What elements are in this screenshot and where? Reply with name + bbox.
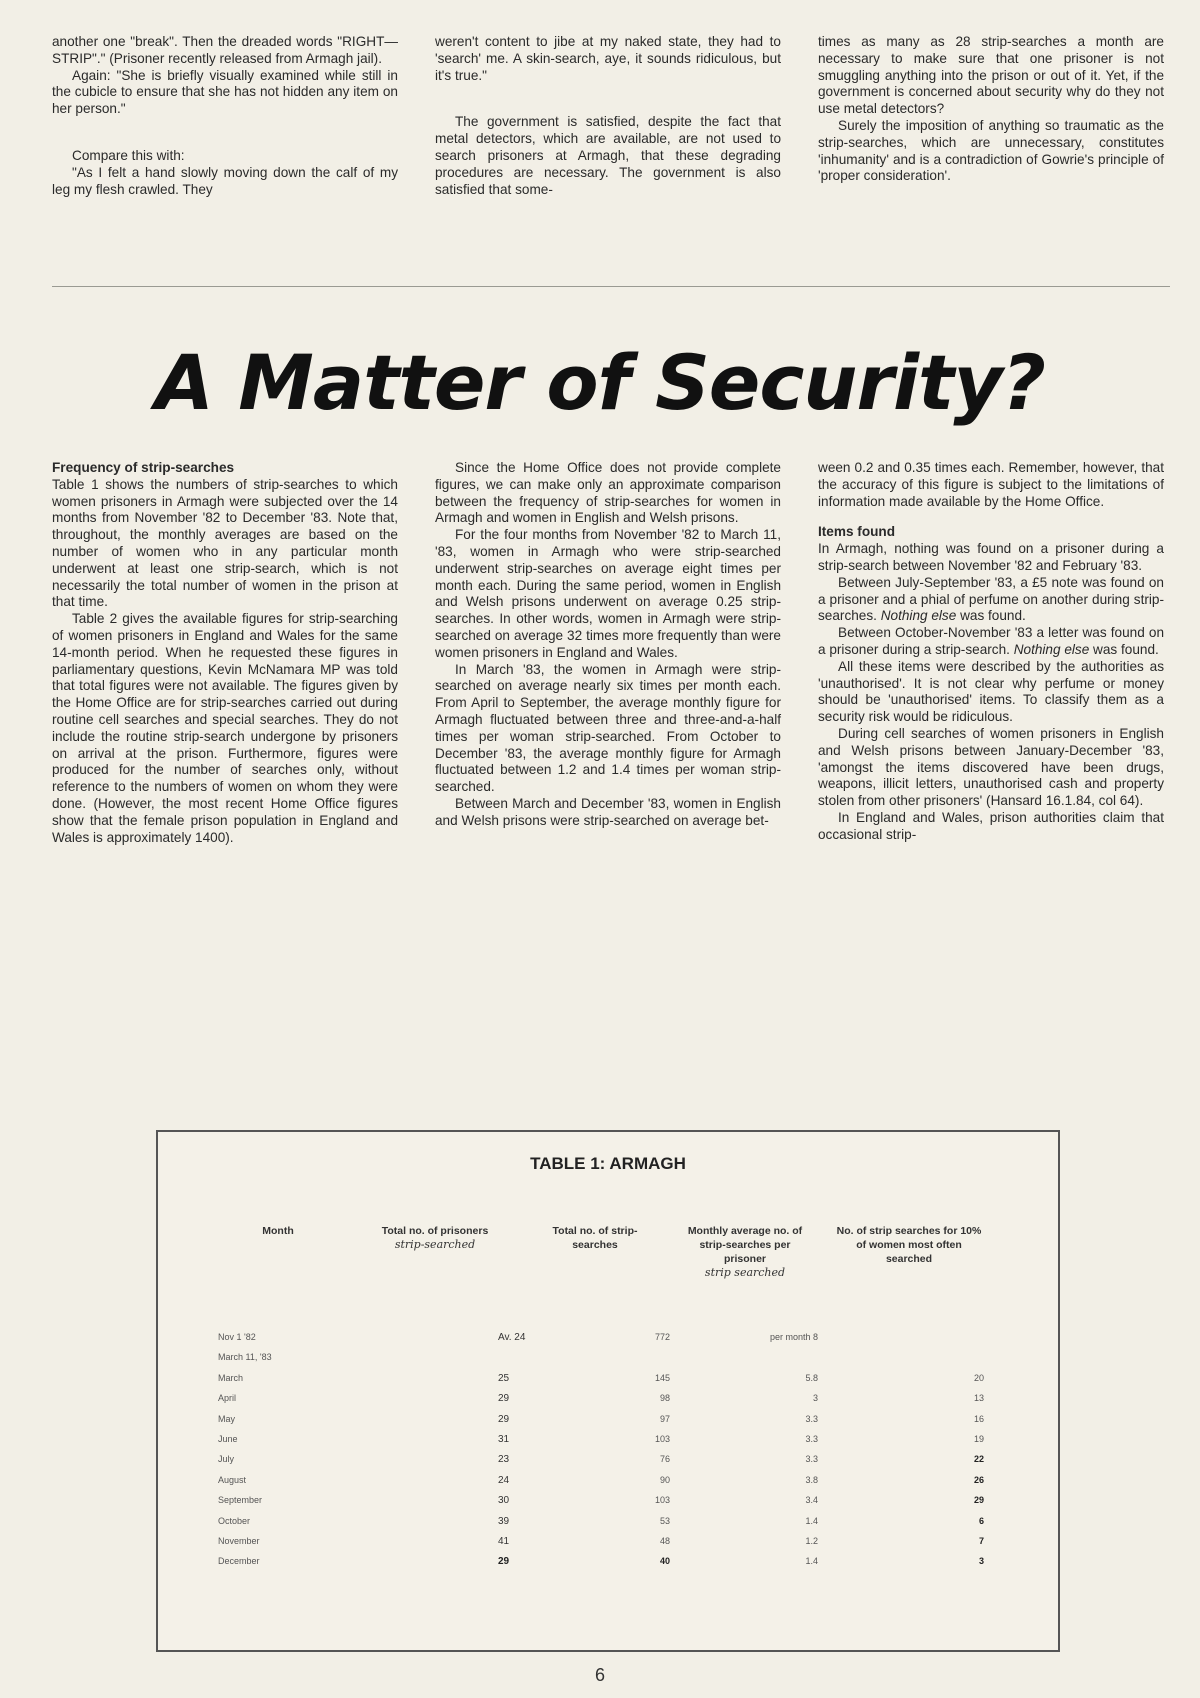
top-column-1: [52, 34, 398, 254]
cell-searches: 90: [659, 1474, 670, 1485]
cell-month: March 11, '83: [218, 1352, 272, 1363]
cell-month: July: [218, 1454, 235, 1465]
cell-searches: 97: [659, 1413, 670, 1424]
table-armagh: [156, 1130, 1060, 1652]
table-title: TABLE 1: ARMAGH: [530, 1154, 686, 1173]
cell-month: March: [218, 1372, 244, 1383]
cell-top10: 20: [973, 1372, 984, 1383]
paragraph: Surely the imposition of anything so traumatic as the strip-searches, which are unnecessary, constitutes 'inhumanity' and is a contradiction of Gowrie's principle of 'proper consideration'.: [818, 117, 1164, 184]
paragraph: weren't content to jibe at my naked state, they had to 'search' me. A skin-search, aye, it sounds ridiculous, but it's true.": [435, 34, 781, 83]
cell-average: 1.2: [805, 1535, 818, 1546]
cell-top10: 3: [978, 1556, 984, 1567]
section-heading: Frequency of strip-searches: [52, 460, 235, 475]
text-run: Between October-November '83 a letter was found on a prisoner during a strip-search.: [818, 625, 1164, 657]
article-column-1: [52, 460, 398, 1100]
table-row: July 23 76 3.3 22: [218, 1454, 984, 1466]
header-label: Month: [262, 1225, 294, 1237]
header-month: [228, 1224, 328, 1238]
handwritten-note: strip-searched: [394, 1238, 476, 1251]
cell-month: December: [218, 1556, 260, 1567]
cell-searches: 145: [654, 1372, 670, 1383]
cell-month: September: [218, 1495, 263, 1506]
article-body: [52, 460, 1164, 1100]
table-row: Nov 1 '82 Av. 24 772 per month 8: [218, 1332, 818, 1343]
table-row: [158, 1350, 1058, 1370]
cell-top10: 13: [973, 1393, 984, 1404]
cell-searches: 103: [654, 1433, 670, 1444]
paragraph: Table 1 shows the numbers of strip-searches to which women prisoners in Armagh were subjected over the 14 months from November '82 to December '83. Note that, throughout, the monthly averages are based on the number of women who in any particular month underwent at least one strip-search, which is not necessarily the total number of women in the prison at that time.: [52, 476, 398, 610]
table-row: March 25 145 5.8 20: [218, 1372, 984, 1384]
paragraph: In Armagh, nothing was found on a prisoner during a strip-search between November '82 and February '83.: [818, 541, 1164, 573]
cell-searches: 53: [659, 1515, 670, 1526]
paragraph: In England and Wales, prison authorities claim that occasional strip-: [818, 809, 1164, 842]
emphasis: Nothing else: [1013, 641, 1090, 657]
continued-text-columns: [52, 34, 1164, 254]
cell-average: 3.3: [805, 1413, 818, 1424]
text-run: was found.: [956, 608, 1026, 624]
paragraph: Between March and December '83, women in English and Welsh prisons were strip-searched on average bet-: [435, 795, 781, 828]
text-run: was found.: [1089, 641, 1159, 657]
paragraph: Since the Home Office does not provide complete figures, we can make only an approximate comparison between the frequency of strip-searches for women in Armagh and women in English and Welsh prisons.: [435, 460, 781, 526]
header-label: Total no. of strip-searches: [552, 1225, 638, 1251]
paragraph: Again: "She is briefly visually examined while still in the cubicle to ensure that she has not hidden any item on her person.": [52, 67, 398, 117]
header-top10: [834, 1224, 984, 1266]
header-average: [680, 1224, 810, 1280]
table-body: [158, 1330, 1058, 1575]
paragraph: [818, 575, 1164, 625]
table-row: June 31 103 3.3 19: [218, 1433, 984, 1445]
cell-top10: 19: [973, 1433, 984, 1444]
header-prisoners: [370, 1224, 500, 1252]
cell-top10: 22: [973, 1454, 984, 1465]
table-row: December 29 40 1.4 3: [218, 1556, 984, 1568]
article-column-3: [818, 460, 1164, 1100]
cell-month: August: [218, 1474, 247, 1485]
cell-top10: 29: [973, 1495, 984, 1506]
table-row: September 30 103 3.4 29: [218, 1495, 984, 1507]
cell-searches: 103: [654, 1495, 670, 1506]
cell-top10: 7: [978, 1535, 984, 1546]
paragraph: During cell searches of women prisoners in English and Welsh prisons between January-December '83, 'amongst the items discovered have been drugs, weapons, illicit letters, unauthorised cash and property stolen from other prisoners' (Hansard 16.1.84, col 64).: [818, 725, 1164, 809]
paragraph: another one "break". Then the dreaded words "RIGHT—STRIP"." (Prisoner recently released from Armagh jail).: [52, 34, 398, 66]
section-heading: Items found: [818, 524, 896, 540]
cell-top10: 6: [978, 1515, 984, 1526]
handwritten-note: strip searched: [704, 1266, 786, 1279]
page-number: 6: [594, 1665, 605, 1685]
cell-month: April: [218, 1393, 237, 1404]
paragraph: "As I felt a hand slowly moving down the calf of my leg my flesh crawled. They: [52, 164, 398, 197]
article-column-2: [435, 460, 781, 1100]
cell-average: 1.4: [805, 1515, 818, 1526]
paragraph: All these items were described by the authorities as 'unauthorised'. It is not clear why perfume or money should be 'unauthorised' items. To classify them as a security risk would be ridiculous.: [818, 658, 1164, 725]
cell-average: 5.8: [805, 1372, 818, 1383]
cell-top10: 16: [973, 1413, 984, 1424]
cell-searches: 76: [659, 1454, 670, 1465]
header-label: Monthly average no. of strip-searches per prisoner: [687, 1225, 803, 1265]
cell-searches: 772: [654, 1332, 670, 1342]
cell-top10: 26: [973, 1474, 984, 1485]
paragraph: Compare this with:: [72, 147, 185, 163]
header-label: No. of strip searches for 10% of women most often searched: [836, 1225, 982, 1265]
cell-month: June: [218, 1433, 238, 1444]
cell-month: Nov 1 '82: [218, 1332, 256, 1342]
paragraph: The government is satisfied, despite the fact that metal detectors, which are available, are not used to search prisoners at Armagh, that these degrading procedures are necessary. The government is also satisfied that some-: [435, 114, 781, 197]
paragraph: ween 0.2 and 0.35 times each. Remember, however, that the accuracy of this figure is subject to the limitations of information made available by the Home Office.: [818, 460, 1164, 509]
table-row: November 41 48 1.2 7: [218, 1535, 984, 1547]
cell-average: 3.3: [805, 1433, 818, 1444]
top-column-3: [818, 34, 1164, 254]
cell-searches: 48: [659, 1535, 670, 1546]
cell-average: 3.4: [805, 1495, 818, 1506]
paragraph: Table 2 gives the available figures for strip-searching of women prisoners in England and Wales for the same 14-month period. When he requested these figures in parliamentary questions, Kevin McNamara MP was told that total figures were not available. The figures given by the Home Office are for strip-searches carried out during routine cell searches and special searches. They do not include the routine strip-search undergone by prisoners on arrival at the prison. Furthermore, figures were produced for the number of searches only, without reference to the numbers of women on whom they were done. (However, the most recent Home Office figures show that the female prison population in England and Wales is approximately 1400).: [52, 611, 398, 845]
cell-month: May: [218, 1413, 236, 1424]
cell-average: 3.8: [805, 1474, 818, 1485]
cell-average: per month 8: [769, 1332, 818, 1342]
section-divider: [52, 286, 1170, 287]
header-label: Total no. of prisoners: [381, 1225, 489, 1237]
table-row: August 24 90 3.8 26: [218, 1474, 984, 1486]
cell-searches: 98: [659, 1393, 670, 1404]
emphasis: Nothing else: [880, 608, 957, 624]
paragraph: For the four months from November '82 to March 11, '83, women in Armagh who were strip-searched underwent strip-searches on average eight times per month each. During the same period, women in English and Welsh prisons underwent on average 0.25 strip-searches. In other words, women in Armagh were strip-searched on average 32 times more frequently than were women prisoners in England and Wales.: [435, 527, 781, 660]
cell-month: November: [218, 1535, 260, 1546]
header-searches: [530, 1224, 660, 1252]
cell-month: October: [218, 1515, 251, 1526]
paragraph: In March '83, the women in Armagh were strip-searched on average nearly six times per month each. From April to September, the average monthly figure for Armagh fluctuated between three and three-and-a-half times per woman strip-searched. From October to December '83, the average monthly figure for Armagh fluctuated between 1.2 and 1.4 times per woman strip-searched.: [435, 661, 781, 795]
cell-searches: 40: [659, 1556, 670, 1567]
cell-average: 1.4: [805, 1556, 818, 1567]
text-run: Between July-September '83, a £5 note was found on a prisoner and a phial of perfume on another during strip-searches.: [818, 574, 1164, 624]
paragraph: [818, 625, 1164, 659]
table-row: April 29 98 3 13: [218, 1393, 984, 1405]
article-title: A Matter of Security?: [155, 338, 1045, 427]
table-row: May 29 97 3.3 16: [218, 1413, 984, 1425]
paragraph: times as many as 28 strip-searches a month are necessary to make sure that one prisoner is not smuggling anything into the prison or out of it. Yet, if the government is concerned about security why do they not use metal detectors?: [818, 34, 1164, 117]
table-row: October 39 53 1.4 6: [218, 1515, 984, 1527]
cell-average: 3.3: [805, 1454, 818, 1465]
top-column-2: [435, 34, 781, 254]
cell-average: 3: [812, 1393, 818, 1404]
